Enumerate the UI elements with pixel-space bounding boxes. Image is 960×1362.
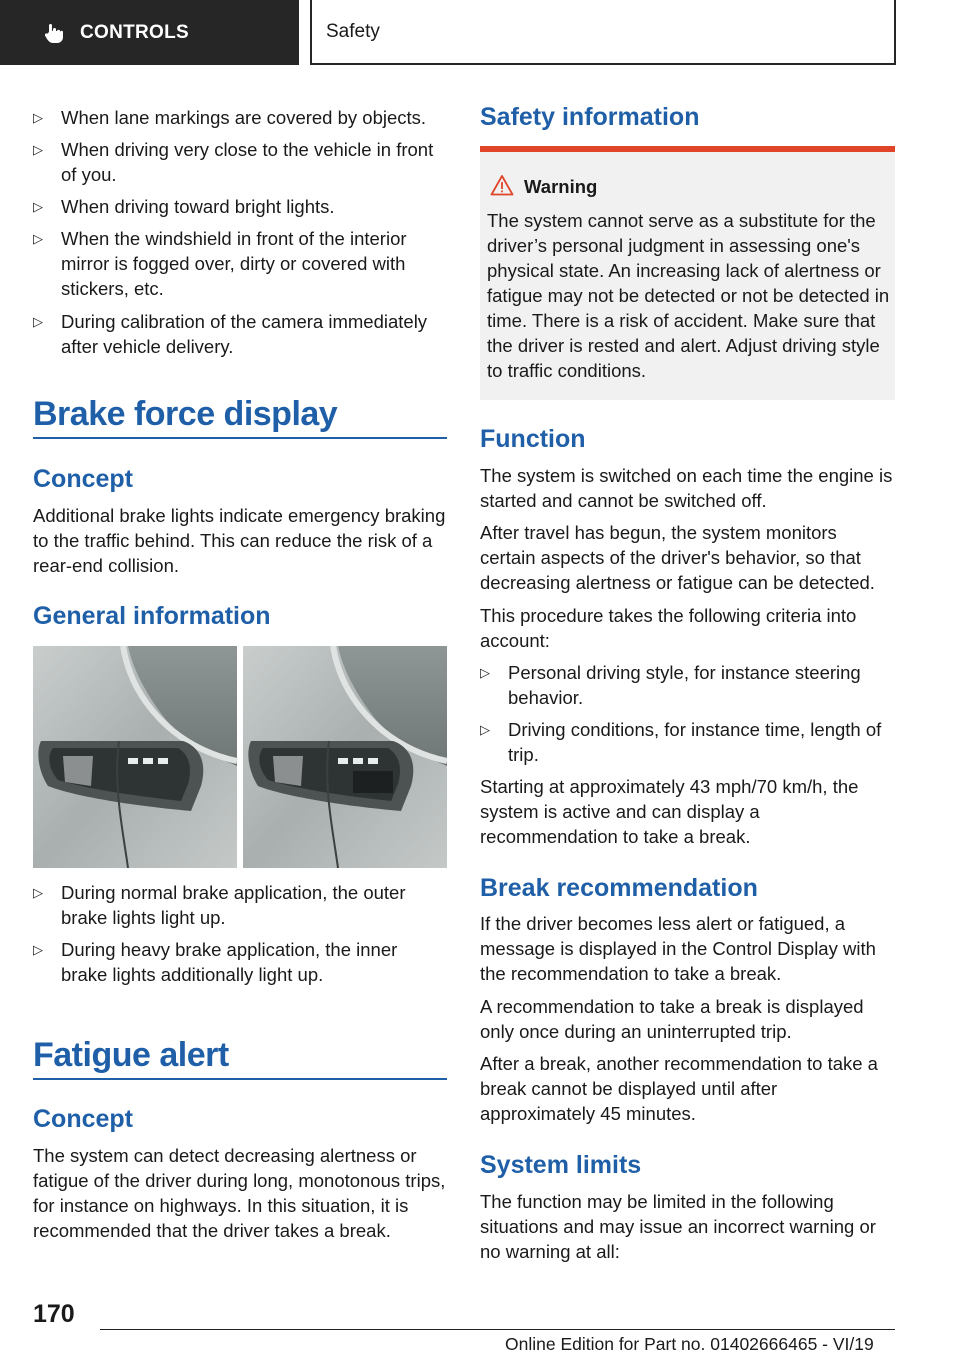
paragraph: If the driver becomes less alert or fatigued, a message is displayed in the Control Display with the recommendation to take a break. <box>480 913 876 984</box>
triangle-bullet-icon: ▷ <box>33 885 43 900</box>
paragraph: Starting at approximately 43 mph/70 km/h, the system is active and can display a recommendation to take a break. <box>480 776 859 847</box>
triangle-bullet-icon: ▷ <box>33 199 43 214</box>
page-number: 170 <box>33 1300 75 1328</box>
chapter-label: CONTROLS <box>80 21 190 43</box>
warning-triangle-icon <box>490 174 514 196</box>
list-item: ▷ During normal brake application, the outer brake lights light up. <box>33 882 406 928</box>
heading-rule <box>33 437 447 439</box>
triangle-bullet-icon: ▷ <box>33 110 43 125</box>
list-item: ▷ When driving very close to the vehicle in front of you. <box>33 139 434 185</box>
section-heading-fatigue-alert: Fatigue alert <box>33 1036 229 1074</box>
subheading-concept: Concept <box>33 465 133 493</box>
subheading-break-recommendation: Break recommendation <box>480 874 758 902</box>
list-item: ▷ Driving conditions, for instance time, length of trip. <box>480 719 882 765</box>
footer-rule <box>100 1329 895 1330</box>
list-item: ▷ When the windshield in front of the interior mirror is fogged over, dirty or covered with stickers, etc. <box>33 228 407 299</box>
paragraph: After a break, another recommendation to take a break cannot be displayed until after approximately 45 minutes. <box>480 1053 878 1124</box>
paragraph: After travel has begun, the system monitors certain aspects of the driver's behavior, so that decreasing alertness or fatigue can be detected. <box>480 522 875 593</box>
subheading-function: Function <box>480 425 586 453</box>
subheading-concept: Concept <box>33 1105 133 1133</box>
warning-box <box>480 146 895 400</box>
triangle-bullet-icon: ▷ <box>480 722 490 737</box>
triangle-bullet-icon: ▷ <box>33 231 43 246</box>
chapter-tab[interactable] <box>0 0 299 65</box>
paragraph: This procedure takes the following criteria into account: <box>480 605 857 651</box>
list-item: ▷ During calibration of the camera immediately after vehicle delivery. <box>33 311 428 357</box>
brake-light-illustration <box>33 646 447 868</box>
photo-normal-braking <box>33 646 237 868</box>
warning-text: The system cannot serve as a substitute for the driver’s personal judgment in assessing one's physical state. An increasing lack of alertness or fatigue may not be detected or not be detected in time. There is a risk of accident. Make sure that the driver is rested and alert. Adjust driving style to traffic conditions. <box>487 210 890 381</box>
list-item: ▷ Personal driving style, for instance steering behavior. <box>480 662 861 708</box>
heading-rule <box>33 1078 447 1080</box>
list-item: ▷ During heavy brake application, the inner brake lights additionally light up. <box>33 939 398 985</box>
triangle-bullet-icon: ▷ <box>33 942 43 957</box>
paragraph: Additional brake lights indicate emergency braking to the traffic behind. This can reduce the risk of a rear-end collision. <box>33 505 446 576</box>
paragraph: The system is switched on each time the engine is started and cannot be switched off. <box>480 465 893 511</box>
triangle-bullet-icon: ▷ <box>33 314 43 329</box>
list-item: ▷ When driving toward bright lights. <box>33 196 335 217</box>
edition-note: Online Edition for Part no. 01402666465 - VI/19 <box>505 1334 874 1354</box>
paragraph: The function may be limited in the following situations and may issue an incorrect warning or no warning at all: <box>480 1191 876 1262</box>
section-heading-brake-force: Brake force display <box>33 395 338 433</box>
pointing-hand-icon <box>42 21 66 45</box>
subheading-general-information: General information <box>33 602 271 630</box>
paragraph: A recommendation to take a break is displayed only once during an uninterrupted trip. <box>480 996 864 1042</box>
photo-heavy-braking <box>243 646 447 868</box>
triangle-bullet-icon: ▷ <box>33 142 43 157</box>
paragraph: The system can detect decreasing alertness or fatigue of the driver during long, monotonous trips, for instance on highways. In this situation, it is recommended that the driver takes a break. <box>33 1145 446 1241</box>
subheading-system-limits: System limits <box>480 1151 642 1179</box>
warning-title: Warning <box>524 176 598 197</box>
triangle-bullet-icon: ▷ <box>480 665 490 680</box>
subheading-safety-information: Safety information <box>480 103 700 131</box>
section-title: Safety <box>310 0 896 65</box>
list-item: ▷ When lane markings are covered by objects. <box>33 107 427 128</box>
